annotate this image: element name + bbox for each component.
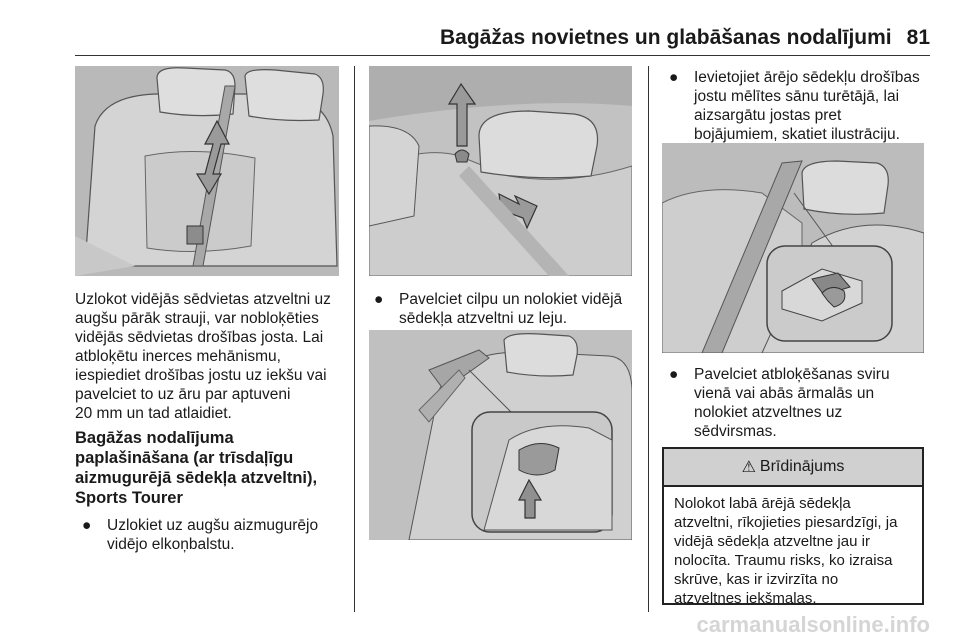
paragraph-line: pavelciet to uz āru par aptuveni (75, 386, 291, 403)
heading-line: paplašināšana (ar trīsdaļīgu (75, 449, 294, 467)
paragraph-line: atbloķētu inerces mehānismu, (75, 348, 281, 365)
section-heading (75, 428, 350, 508)
page-header-title: Bagāžas novietnes un glabāšanas nodalījumi (440, 26, 892, 49)
page-number: 81 (906, 26, 930, 49)
warning-triangle-icon: ⚠ (741, 459, 756, 476)
bullet-line: jostu mēlītes sānu turētājā, lai (694, 88, 900, 105)
bullet-dot: ● (669, 366, 679, 383)
belt-release-paragraph (75, 290, 350, 423)
paragraph-line: vidējās sēdvietas drošības josta. Lai (75, 329, 324, 346)
bullet-dot: ● (374, 291, 384, 308)
warning-title: Brīdinājums (759, 458, 845, 475)
bullet-loop-pull (374, 290, 644, 330)
warning-header (664, 449, 922, 487)
column-divider-left (354, 66, 355, 612)
bullet-line: sēdvirsmas. (694, 423, 777, 440)
paragraph-line: Uzlokot vidējās sēdvietas atzveltni uz (75, 291, 331, 308)
bullet-armrest (82, 516, 350, 556)
warning-line: skrūve, kas ir izvirzīta no (674, 571, 839, 588)
bullet-line: Ievietojiet ārējo sēdekļu drošības (694, 69, 920, 86)
paragraph-line: iespiediet drošības jostu uz iekšu vai (75, 367, 327, 384)
bullet-release-lever (669, 365, 931, 443)
warning-line: atzveltnes iekšmalas. (674, 590, 817, 607)
warning-box (662, 447, 924, 605)
bullet-dot: ● (669, 69, 679, 86)
bullet-line: aizsargātu jostas pret (694, 107, 842, 124)
bullet-line: Pavelciet cilpu un nolokiet vidējā (399, 291, 623, 308)
figure-belt-release (75, 66, 339, 276)
bullet-line: vienā vai abās ārmalās un (694, 385, 875, 402)
bullet-line: vidējo elkoņbalstu. (107, 536, 235, 553)
bullet-line: bojājumiem, skatiet ilustrāciju. (694, 126, 900, 143)
watermark: carmanualsonline.info (696, 612, 930, 637)
bullet-line: nolokiet atzveltnes uz (694, 404, 843, 421)
header-rule (75, 55, 930, 56)
warning-line: Nolokot labā ārējā sēdekļa (674, 495, 851, 512)
warning-line: vidējā sēdekļa atzveltne jau ir (674, 533, 870, 550)
warning-line: atzveltni, rīkojieties piesardzīgi, ja (674, 514, 898, 531)
figure-belt-holder-inset (662, 143, 924, 353)
figure-loop-pull (369, 66, 632, 276)
paragraph-line: 20 mm un tad atlaidiet. (75, 405, 232, 422)
column-divider-right (648, 66, 649, 612)
warning-line: nolocīta. Traumu risks, ko izraisa (674, 552, 893, 569)
paragraph-line: augšu pārāk strauji, var nobloķēties (75, 310, 319, 327)
warning-body (664, 487, 922, 615)
bullet-line: Pavelciet atbloķēšanas sviru (694, 366, 890, 383)
bullet-dot: ● (82, 517, 92, 534)
heading-line: Sports Tourer (75, 489, 183, 507)
bullet-line: sēdekļa atzveltni uz leju. (399, 310, 568, 327)
bullet-belt-tongue (669, 68, 931, 146)
heading-line: aizmugurējā sēdekļa atzveltni), (75, 469, 318, 487)
bullet-line: Uzlokiet uz augšu aizmugurējo (107, 517, 319, 534)
heading-line: Bagāžas nodalījuma (75, 429, 234, 447)
figure-seat-lever-inset (369, 330, 632, 540)
